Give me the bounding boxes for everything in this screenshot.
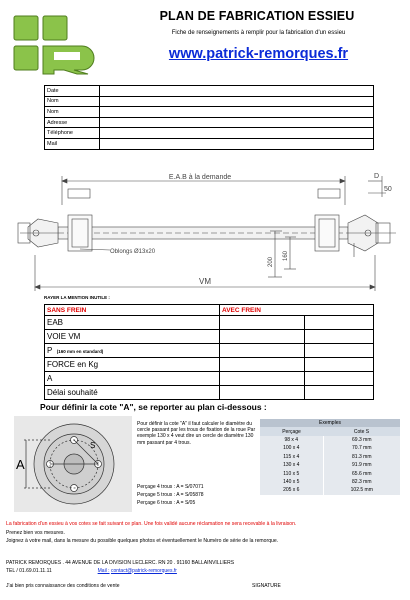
info-label: Nom <box>45 96 100 107</box>
spec-label-force: FORCE en Kg <box>45 358 220 372</box>
info-row <box>45 96 374 107</box>
dimension-200-label: 200 <box>268 256 274 267</box>
examples-header-row <box>260 419 400 427</box>
spec-field-voie[interactable] <box>220 330 305 344</box>
percage-cell: 205 x 6 <box>260 486 323 494</box>
info-field[interactable] <box>100 117 374 128</box>
cote-cell: 69.3 mm <box>323 436 400 444</box>
info-field[interactable] <box>100 107 374 118</box>
table-row <box>260 486 400 494</box>
axle-technical-drawing <box>10 165 402 292</box>
mail-label: Mail : <box>97 567 110 574</box>
brake-option-row <box>45 305 374 316</box>
table-row <box>260 469 400 477</box>
percage-cell: 140 x 5 <box>260 478 323 486</box>
spec-row <box>45 358 374 372</box>
table-row <box>260 436 400 444</box>
avec-frein-option[interactable]: AVEC FREIN <box>220 305 374 316</box>
spec-field-eab-2[interactable] <box>305 316 374 330</box>
spec-row <box>45 344 374 358</box>
cote-cell: 91.9 mm <box>323 461 400 469</box>
spec-field-a-2[interactable] <box>305 372 374 386</box>
percage-cell: 100 x 4 <box>260 444 323 452</box>
drill-formula: Perçage 5 trous : A = S/05878 <box>137 492 204 498</box>
vm-dimension-label: VM <box>199 277 211 286</box>
info-label: Adresse <box>45 117 100 128</box>
spec-field-delai[interactable] <box>220 386 305 400</box>
footer <box>6 560 404 575</box>
cote-cell: 102.5 mm <box>323 486 400 494</box>
oblong-label: Oblongs Ø13x20 <box>110 249 156 255</box>
cote-cell: 81.3 mm <box>323 453 400 461</box>
table-row <box>260 453 400 461</box>
company-address: PATRICK REMORQUES . 44 AVENUE DE LA DIVISION LECLERC. RN 20 . 91160 BALLAINVILLIERS <box>6 560 235 566</box>
drill-formula: Perçage 4 trous : A = S/07071 <box>137 484 204 490</box>
table-row <box>260 444 400 452</box>
info-row <box>45 117 374 128</box>
photos-note: Joignez à votre mail, dans la mesure du possible quelques photos et éventuellement le Numéro de série de la remorque. <box>6 538 279 545</box>
drill-formula: Perçage 6 trous : A = S/05 <box>137 500 196 506</box>
email-link[interactable]: contact@patrick-remorques.fr <box>110 567 177 574</box>
col-percage: Perçage <box>260 427 323 435</box>
spec-row <box>45 386 374 400</box>
signature-line <box>6 583 404 589</box>
info-row <box>45 86 374 97</box>
p-note: (160 mm en standard) <box>56 349 104 354</box>
percage-cell: 98 x 4 <box>260 436 323 444</box>
cote-cell: 65.6 mm <box>323 469 400 477</box>
contact-line <box>6 568 404 576</box>
info-label: Date <box>45 86 100 97</box>
customer-info-table <box>44 85 374 150</box>
phone: TEL / 01.69.01.11.11 <box>6 567 52 574</box>
spec-field-force[interactable] <box>220 358 305 372</box>
spec-row <box>45 330 374 344</box>
info-row <box>45 128 374 139</box>
wheel-hub-diagram <box>14 414 134 514</box>
info-row <box>45 107 374 118</box>
signature-label: SIGNATURE <box>252 583 281 589</box>
cote-description: Pour définir la cote "A" il faut calculer le diamètre du cercle passant par les trous de fixation de la roue Par exemple 130 x 4 veut dire un cercle de diamètre 130 mm passant par 4 trous. <box>137 421 256 446</box>
spec-label-eab: EAB <box>45 316 220 330</box>
strike-mention-label: RAYER LA MENTION INUTILE : <box>44 295 110 300</box>
spec-label-a: A <box>45 372 220 386</box>
info-field[interactable] <box>100 128 374 139</box>
info-label: Nom <box>45 107 100 118</box>
cote-cell: 70.7 mm <box>323 444 400 452</box>
drilling-formulas <box>137 483 257 507</box>
spec-field-eab[interactable] <box>220 316 305 330</box>
info-label: Mail <box>45 138 100 149</box>
percage-cell: 115 x 4 <box>260 453 323 461</box>
spec-field-p[interactable] <box>220 344 305 358</box>
company-logo <box>12 14 100 76</box>
table-row <box>260 461 400 469</box>
info-field[interactable] <box>100 86 374 97</box>
d-dimension-value: 50 <box>384 186 392 193</box>
spec-label-delai: Délai souhaité <box>45 386 220 400</box>
spec-field-delai-2[interactable] <box>305 386 374 400</box>
table-row <box>260 478 400 486</box>
eab-dimension-label: E.A.B à la demande <box>168 174 232 181</box>
spec-field-a[interactable] <box>220 372 305 386</box>
info-label: Téléphone <box>45 128 100 139</box>
cote-a-title: Pour définir la cote "A", se reporter au plan ci-dessous : <box>40 402 267 412</box>
measure-note: Prenez bien vos mesures. <box>6 529 65 536</box>
sans-frein-option[interactable]: SANS FREIN <box>45 305 220 316</box>
spec-label-p <box>45 344 220 358</box>
dimension-160-label: 160 <box>283 250 289 261</box>
examples-column-row <box>260 427 400 435</box>
d-dimension-label: D <box>374 173 380 180</box>
notes-block <box>6 520 404 546</box>
spec-field-voie-2[interactable] <box>305 330 374 344</box>
spec-row <box>45 372 374 386</box>
page-subtitle: Fiche de renseignements à remplir pour la fabrication d'un essieu <box>171 30 346 36</box>
wheel-a-label: A <box>16 457 25 472</box>
spec-field-p-2[interactable] <box>305 344 374 358</box>
conditions-text: J'ai bien pris connaissance des conditions de vente <box>6 583 120 589</box>
spec-label-voie: VOIE VM <box>45 330 220 344</box>
spec-field-force-2[interactable] <box>305 358 374 372</box>
examples-title: Exemples <box>260 419 400 427</box>
info-field[interactable] <box>100 138 374 149</box>
examples-table <box>260 419 400 495</box>
info-row <box>45 138 374 149</box>
wheel-s-label: S <box>90 441 96 450</box>
spec-row <box>45 316 374 330</box>
percage-cell: 110 x 5 <box>260 469 323 477</box>
validation-warning: La fabrication d'un essieu à vos cotes se fait suivant ce plan. Une fois validé aucune réclamation ne sera recevable à la livraison. <box>6 521 297 527</box>
axle-spec-table <box>44 304 374 400</box>
cote-cell: 82.3 mm <box>323 478 400 486</box>
percage-cell: 130 x 4 <box>260 461 323 469</box>
website-link[interactable]: www.patrick-remorques.fr <box>168 46 349 62</box>
p-label: P <box>47 346 53 355</box>
info-field[interactable] <box>100 96 374 107</box>
page-title: PLAN DE FABRICATION ESSIEU <box>159 9 355 23</box>
col-cote-s: Cote S <box>323 427 400 435</box>
